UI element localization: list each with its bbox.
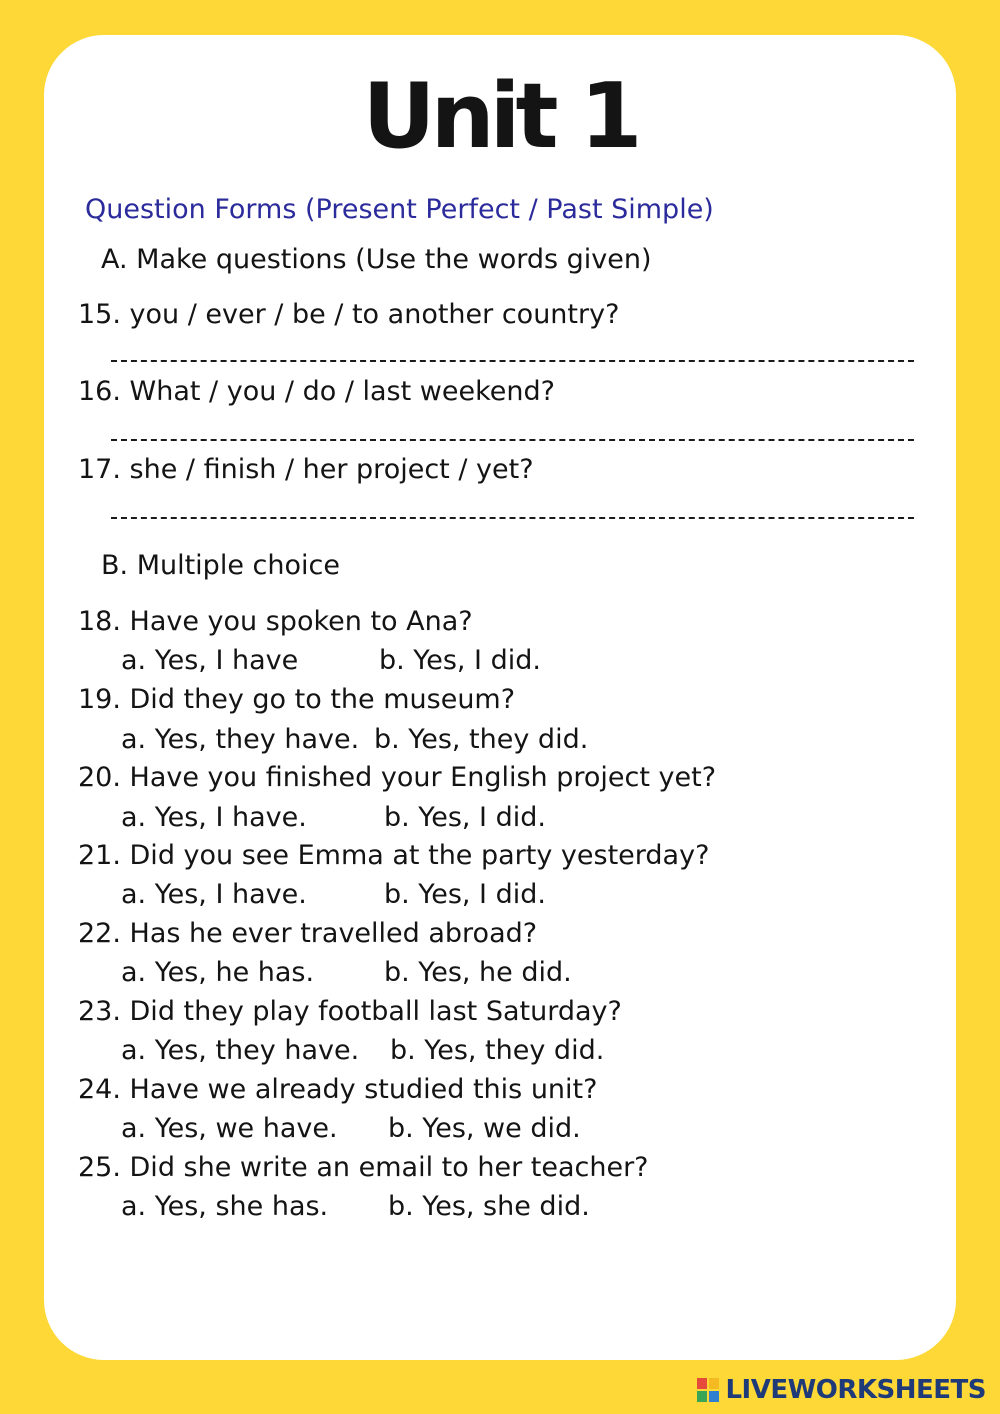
section-a-heading: A. Make questions (Use the words given) bbox=[101, 244, 652, 275]
option-18b[interactable]: b. Yes, I did. bbox=[379, 645, 541, 676]
option-23b[interactable]: b. Yes, they did. bbox=[390, 1035, 605, 1066]
question-16-prompt: 16. What / you / do / last weekend? bbox=[78, 376, 555, 407]
answer-line-15[interactable] bbox=[111, 360, 914, 362]
option-22a[interactable]: a. Yes, he has. bbox=[121, 957, 315, 988]
option-24a[interactable]: a. Yes, we have. bbox=[121, 1113, 338, 1144]
logo-square-2 bbox=[709, 1378, 719, 1389]
option-25b[interactable]: b. Yes, she did. bbox=[388, 1191, 590, 1222]
option-20b[interactable]: b. Yes, I did. bbox=[384, 802, 546, 833]
question-23: 23. Did they play football last Saturday? bbox=[78, 996, 622, 1027]
question-25: 25. Did she write an email to her teacher? bbox=[78, 1152, 649, 1183]
question-22: 22. Has he ever travelled abroad? bbox=[78, 918, 538, 949]
subtitle: Question Forms (Present Perfect / Past Simple) bbox=[85, 194, 714, 225]
answer-line-17[interactable] bbox=[111, 517, 914, 519]
option-25a[interactable]: a. Yes, she has. bbox=[121, 1191, 329, 1222]
option-21a[interactable]: a. Yes, I have. bbox=[121, 879, 307, 910]
question-17-prompt: 17. she / finish / her project / yet? bbox=[78, 454, 534, 485]
option-22b[interactable]: b. Yes, he did. bbox=[384, 957, 572, 988]
question-21: 21. Did you see Emma at the party yesterday? bbox=[78, 840, 710, 871]
page-title: Unit 1 bbox=[362, 64, 638, 169]
option-19a[interactable]: a. Yes, they have. bbox=[121, 724, 360, 755]
logo-square-1 bbox=[697, 1378, 707, 1389]
answer-line-16[interactable] bbox=[111, 439, 914, 441]
question-20: 20. Have you finished your English project yet? bbox=[78, 762, 717, 793]
footer-brand-text: LIVEWORKSHEETS bbox=[725, 1375, 986, 1405]
option-24b[interactable]: b. Yes, we did. bbox=[388, 1113, 581, 1144]
question-18: 18. Have you spoken to Ana? bbox=[78, 606, 473, 637]
section-b-heading: B. Multiple choice bbox=[101, 550, 340, 581]
option-20a[interactable]: a. Yes, I have. bbox=[121, 802, 307, 833]
option-18a[interactable]: a. Yes, I have bbox=[121, 645, 299, 676]
question-24: 24. Have we already studied this unit? bbox=[78, 1074, 598, 1105]
footer-brand[interactable] bbox=[697, 1375, 986, 1405]
option-23a[interactable]: a. Yes, they have. bbox=[121, 1035, 360, 1066]
logo-square-4 bbox=[709, 1391, 719, 1402]
option-21b[interactable]: b. Yes, I did. bbox=[384, 879, 546, 910]
logo-square-3 bbox=[697, 1391, 707, 1402]
question-19: 19. Did they go to the museum? bbox=[78, 684, 516, 715]
question-15-prompt: 15. you / ever / be / to another country? bbox=[78, 299, 620, 330]
option-19b[interactable]: b. Yes, they did. bbox=[374, 724, 589, 755]
liveworksheets-logo-icon bbox=[697, 1378, 719, 1402]
